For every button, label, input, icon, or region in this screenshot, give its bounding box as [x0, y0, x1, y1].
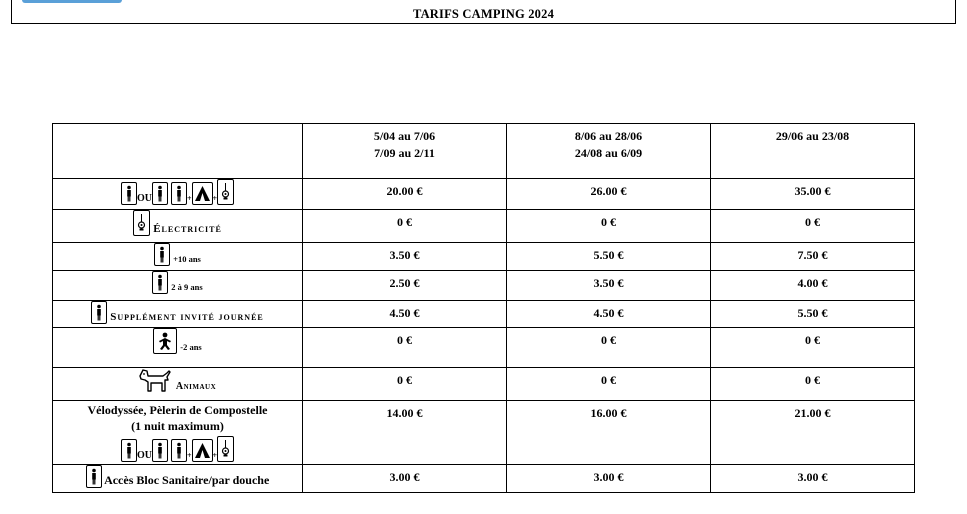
- row-label-supplement: [53, 301, 303, 328]
- ou-text: OU: [136, 193, 152, 204]
- price-cell: 0 €: [303, 328, 507, 368]
- page-title: TARIFS CAMPING 2024: [412, 7, 555, 21]
- price-cell: 3.00 €: [303, 465, 507, 493]
- price-cell: 0 €: [711, 328, 915, 368]
- age-text: +10 ans: [173, 254, 201, 264]
- table-row: [53, 328, 915, 368]
- price-cell: 2.50 €: [303, 271, 507, 301]
- velodyssee-icons: [55, 436, 300, 462]
- row-label-animaux: [53, 368, 303, 401]
- price-cell: 21.00 €: [711, 401, 915, 465]
- table-row: [53, 271, 915, 301]
- price-cell: 7.50 €: [711, 243, 915, 271]
- electricite-text: Électricité: [153, 223, 222, 235]
- electric-plug-icon: [217, 436, 234, 462]
- table-row: [53, 368, 915, 401]
- price-cell: 20.00 €: [303, 179, 507, 210]
- electric-plug-icon: [217, 179, 234, 205]
- person-icon: [86, 465, 102, 488]
- price-cell: 0 €: [711, 210, 915, 243]
- header-row: [53, 124, 915, 179]
- plus-text: +: [186, 194, 192, 203]
- price-cell: 3.50 €: [507, 271, 711, 301]
- price-cell: 0 €: [711, 368, 915, 401]
- table-row: [53, 401, 915, 465]
- sanitaire-text: Accès Bloc Sanitaire/par douche: [104, 473, 270, 487]
- header-period-1: 5/04 au 7/06 7/09 au 2/11: [303, 124, 507, 179]
- row-label-forfait: [53, 179, 303, 210]
- age-text: 2 à 9 ans: [171, 282, 203, 292]
- velodyssee-text: Vélodyssée, Pèlerin de Compostelle: [87, 403, 268, 417]
- price-cell: 3.00 €: [507, 465, 711, 493]
- price-cell: 3.00 €: [711, 465, 915, 493]
- velodyssee-subtext: (1 nuit maximum): [131, 419, 224, 433]
- row-label-electricite: [53, 210, 303, 243]
- person-icon: [154, 243, 170, 266]
- price-cell: 35.00 €: [711, 179, 915, 210]
- price-cell: 0 €: [507, 328, 711, 368]
- person-icon: [171, 182, 187, 205]
- row-label-plus-10: [53, 243, 303, 271]
- title-box: [11, 0, 956, 24]
- price-cell: 16.00 €: [507, 401, 711, 465]
- person-icon: [171, 439, 187, 462]
- price-cell: 4.50 €: [507, 301, 711, 328]
- price-cell: 3.50 €: [303, 243, 507, 271]
- table-row: [53, 301, 915, 328]
- price-cell: 26.00 €: [507, 179, 711, 210]
- row-label-sanitaire: [53, 465, 303, 493]
- price-cell: 5.50 €: [507, 243, 711, 271]
- table-row: [53, 465, 915, 493]
- row-label-velodyssee: [53, 401, 303, 465]
- plus-text: +: [186, 451, 192, 460]
- row-label-2-9: [53, 271, 303, 301]
- plus-text: +: [212, 194, 218, 203]
- price-cell: 0 €: [507, 210, 711, 243]
- baby-icon: [153, 328, 177, 354]
- electric-plug-icon: [133, 210, 150, 236]
- table-row: [53, 179, 915, 210]
- tent-icon: [192, 182, 213, 205]
- price-cell: 4.00 €: [711, 271, 915, 301]
- animaux-text: Animaux: [175, 381, 217, 392]
- price-table: [52, 123, 915, 493]
- price-cell: 5.50 €: [711, 301, 915, 328]
- age-text: -2 ans: [180, 342, 202, 352]
- ou-text: OU: [136, 450, 152, 461]
- table-row: [53, 210, 915, 243]
- person-icon: [121, 182, 137, 205]
- dog-icon: [139, 368, 173, 393]
- supplement-text: Supplément invité journée: [110, 311, 264, 323]
- person-icon: [121, 439, 137, 462]
- price-cell: 4.50 €: [303, 301, 507, 328]
- header-period-2: 8/06 au 28/06 24/08 au 6/09: [507, 124, 711, 179]
- price-cell: 0 €: [303, 368, 507, 401]
- plus-text: +: [212, 451, 218, 460]
- person-icon: [152, 439, 168, 462]
- header-empty-cell: [53, 124, 303, 179]
- row-label-minus-2: [53, 328, 303, 368]
- person-icon: [152, 182, 168, 205]
- table-row: [53, 243, 915, 271]
- price-cell: 0 €: [303, 210, 507, 243]
- price-cell: 0 €: [507, 368, 711, 401]
- person-icon: [91, 301, 107, 324]
- person-icon: [152, 271, 168, 294]
- tent-icon: [192, 439, 213, 462]
- header-period-3: 29/06 au 23/08: [711, 124, 915, 179]
- price-cell: 14.00 €: [303, 401, 507, 465]
